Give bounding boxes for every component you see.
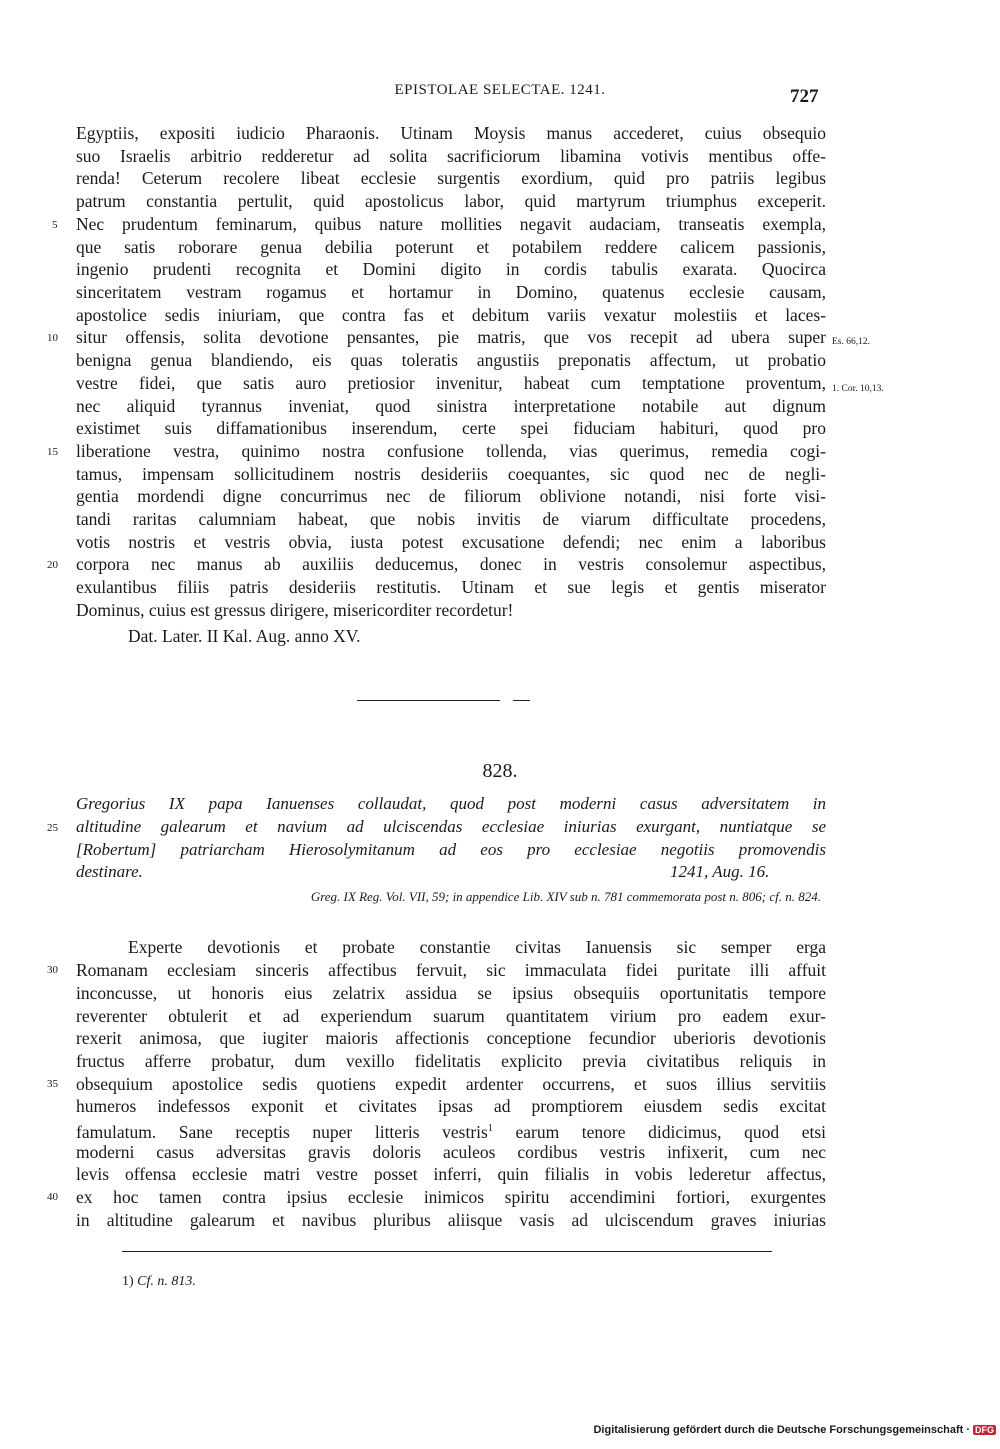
- text-line: Nec prudentum feminarum, quibus nature mollities negavit audaciam, transeatis exempla,: [76, 214, 826, 234]
- separator-rule: [357, 700, 500, 701]
- text-line: in altitudine galearum et navibus pluribus aliisque vasis ad ulciscendum graves iniurias: [76, 1210, 826, 1230]
- regest-line: Gregorius IX papa Ianuenses collaudat, quod post moderni casus adversitatem in: [76, 794, 826, 813]
- dfg-logo: DFG: [975, 1425, 994, 1435]
- text-line: reverenter obtulerit et ad experiendum suarum quantitatem virium pro eadem exur-: [76, 1006, 826, 1026]
- footnote-marker: 1: [487, 1123, 493, 1134]
- line-number: 15: [47, 446, 58, 458]
- text-line: moderni casus adversitas gravis doloris aculeos cordibus vestris infixerit, cum nec: [76, 1142, 826, 1162]
- text-segment: famulatum. Sane receptis nuper litteris vestris: [76, 1121, 488, 1142]
- document-number: 828.: [482, 760, 518, 782]
- text-line: exulantibus filiis patris desideriis restitutis. Utinam et sue legis et gentis miserator: [76, 577, 826, 597]
- text-segment: earum tenore didicimus, quod etsi: [492, 1121, 826, 1142]
- text-line: benigna genua blandiendo, eis quas toleratis angustiis preponatis affectum, ut probatio: [76, 350, 826, 370]
- text-line: inconcusse, ut honoris eius zelatrix assidua se ipsius obsequiis oportunitatis tempore: [76, 983, 826, 1003]
- text-line: votis nostris et vestris obvia, iusta potest excusatione defendi; nec enim a laboribus: [76, 532, 826, 552]
- text-line: fructus afferre probatur, dum vexillo fidelitatis explicito previa civitatibus reliquis in: [76, 1051, 826, 1071]
- text-line: tandi raritas calumniam habeat, que nobis invitis de viarum difficultate procedens,: [76, 509, 826, 529]
- footnote: [122, 1274, 196, 1290]
- text-line: corpora nec manus ab auxiliis deducemus, donec in vestris consolemur aspectibus,: [76, 554, 826, 574]
- credit-text: Digitalisierung gefördert durch die Deutsche Forschungsgemeinschaft ·: [593, 1424, 970, 1436]
- text-line: liberatione vestra, quinimo nostra confusione tollenda, vias querimus, remedia cogi-: [76, 441, 826, 461]
- text-line: que satis roborare genua debilia poterunt et potabilem reddere calicem passionis,: [76, 237, 826, 257]
- text-line: apostolice sedis iniuriam, que contra fas et debitum variis vexatur molestiis et laces-: [76, 305, 826, 325]
- text-line: rexerit animosa, que iugiter maioris affectionis conceptione fecundior uberioris devotionis: [76, 1028, 826, 1048]
- document-date: 1241, Aug. 16.: [670, 862, 770, 881]
- footnote-number: 1): [122, 1274, 134, 1289]
- margin-reference: 1. Cor. 10,13.: [832, 384, 884, 394]
- date-line: Dat. Later. II Kal. Aug. anno XV.: [128, 626, 361, 646]
- separator-rule: [513, 700, 530, 701]
- regest-line: [Robertum] patriarcham Hierosolymitanum ad eos pro ecclesiae negotiis promovendis: [76, 840, 826, 859]
- text-line: vestre fidei, que satis auro pretiosior invenitur, habeat cum temptatione proventum,: [76, 373, 826, 393]
- page-number: 727: [790, 86, 819, 107]
- text-line: nec aliquid tyrannus inveniat, quod sinistra interpretatione notabile aut dignum: [76, 396, 826, 416]
- text-line: Egyptiis, expositi iudicio Pharaonis. Utinam Moysis manus accederet, cuius obsequio: [76, 123, 826, 143]
- text-line: Dominus, cuius est gressus dirigere, misericorditer recordetur!: [76, 600, 514, 620]
- footnote-text: Cf. n. 813.: [137, 1274, 196, 1289]
- text-line: humeros indefessos exponit et civitates ipsas ad promptiorem eiusdem sedis excitat: [76, 1096, 826, 1116]
- line-number: 35: [47, 1078, 58, 1090]
- regest-line: altitudine galearum et navium ad ulciscendas ecclesiae iniurias exurgant, nuntiatque se: [76, 817, 826, 836]
- text-line: Experte devotionis et probate constantie civitas Ianuensis sic semper erga: [128, 937, 826, 957]
- text-line: levis offensa ecclesie matri vestre posset inferri, quin filialis in vobis lederetur affectus,: [76, 1164, 826, 1184]
- text-line: ex hoc tamen contra ipsius ecclesie inimicos spiritu accendimini fortiori, exurgentes: [76, 1187, 826, 1207]
- footnote-rule: [122, 1251, 772, 1252]
- text-line: situr offensis, solita devotione pensantes, pie matris, que vos recepit ad ubera super: [76, 327, 826, 347]
- text-line: patrum constantia pertulit, quid apostolicus labor, quid martyrum triumphus exceperit.: [76, 191, 826, 211]
- source-reference: Greg. IX Reg. Vol. VII, 59; in appendice Lib. XIV sub n. 781 commemorata post n. 806; cf. n. 824.: [310, 889, 821, 904]
- line-number: 10: [47, 332, 58, 344]
- text-line: sinceritatem vestram rogamus et hortamur in Domino, quatenus ecclesie causam,: [76, 282, 826, 302]
- text-line: obsequium apostolice sedis quotiens expedit ardenter occurrens, et suos illius servitiis: [76, 1074, 826, 1094]
- text-line: [76, 1118, 826, 1143]
- regest-line: destinare.: [76, 862, 143, 881]
- text-line: tamus, impensam sollicitudinem nostris desideriis coequantes, sic quod nec de negli-: [76, 464, 826, 484]
- text-line: existimet suis diffamationibus inserendum, certe spei fiduciam habituri, quod pro: [76, 418, 826, 438]
- text-line: Romanam ecclesiam sinceris affectibus fervuit, sic immaculata fidei puritate illi affuit: [76, 960, 826, 980]
- line-number: 30: [47, 964, 58, 976]
- text-line: suo Israelis arbitrio redderetur ad solita sacrificiorum libamina votivis mentibus offe-: [76, 146, 826, 166]
- text-line: ingenio prudenti recognita et Domini digito in cordis tabulis exarata. Quocirca: [76, 259, 826, 279]
- line-number: 5: [52, 219, 58, 231]
- text-line: renda! Ceterum recolere libeat ecclesie surgentis exordium, quid pro patriis legibus: [76, 168, 826, 188]
- text-line: gentia mordendi digne concurrimus nec de filiorum oblivione notandi, nisi forte visi-: [76, 486, 826, 506]
- margin-reference: Es. 66,12.: [832, 337, 870, 347]
- line-number: 40: [47, 1191, 58, 1203]
- line-number: 20: [47, 559, 58, 571]
- line-number: 25: [47, 822, 58, 834]
- running-title: EPISTOLAE SELECTAE. 1241.: [394, 82, 606, 98]
- digitization-credit: [593, 1424, 996, 1436]
